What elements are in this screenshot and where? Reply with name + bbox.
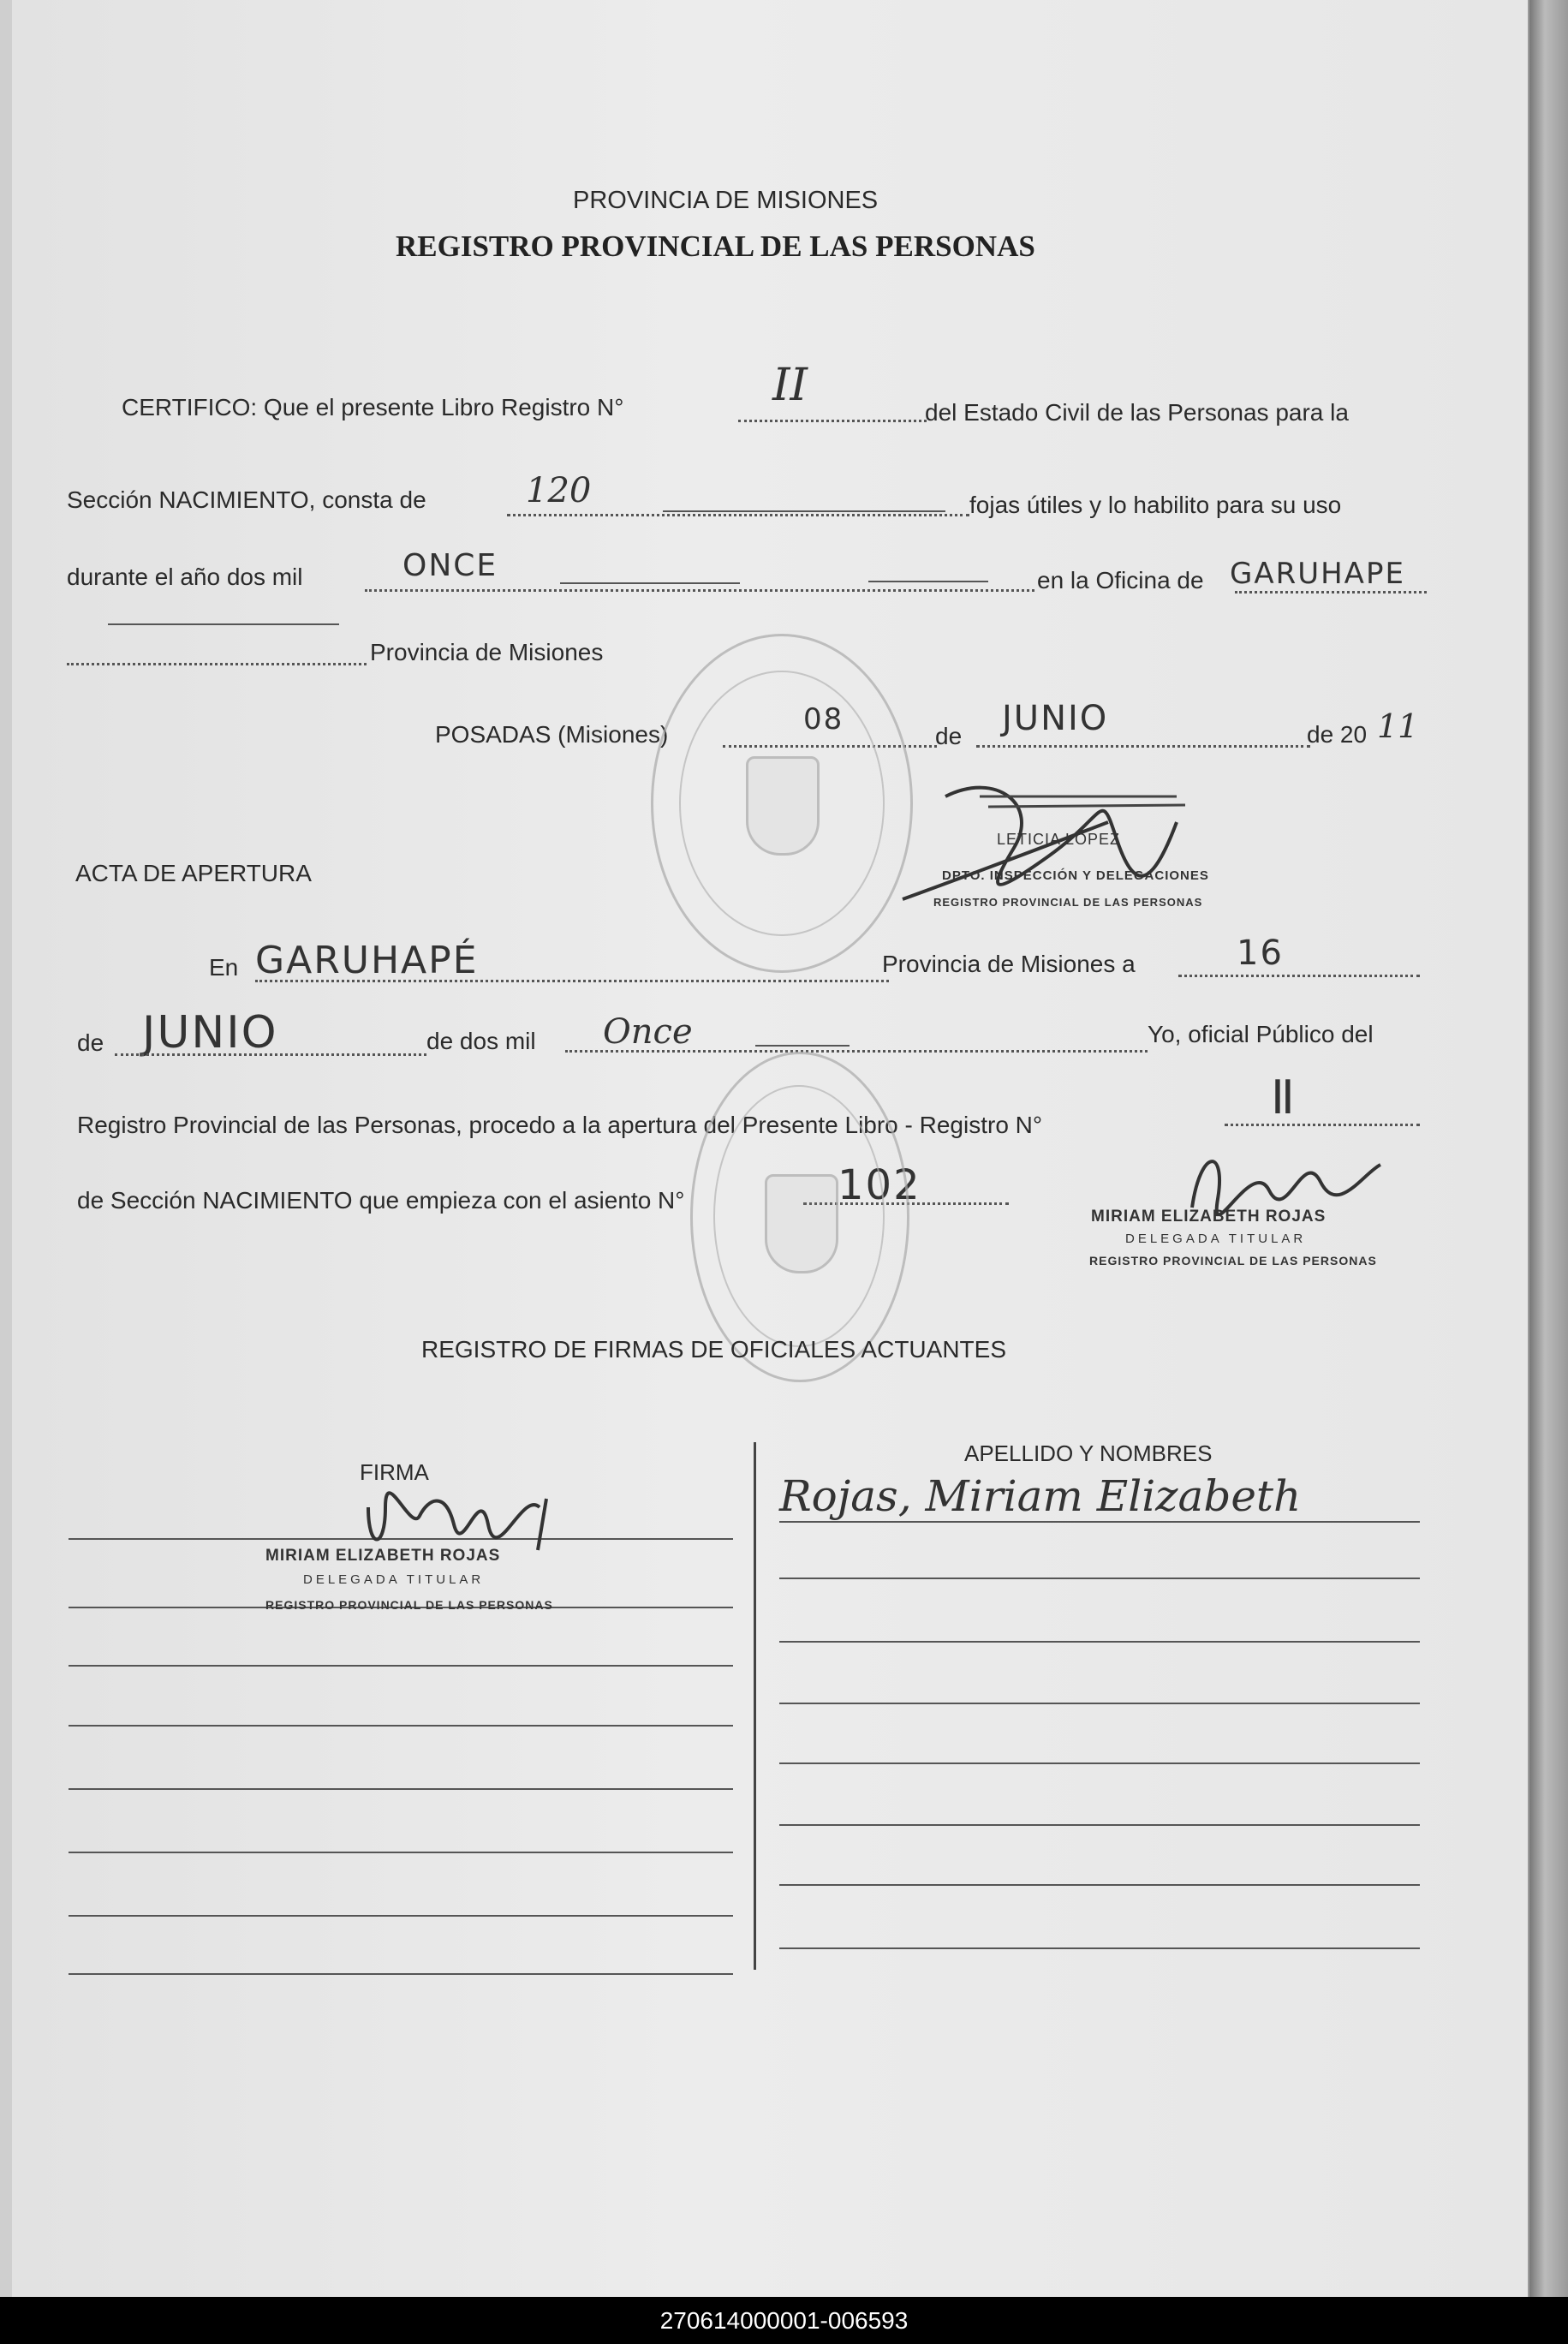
firmas-title: REGISTRO DE FIRMAS DE OFICIALES ACTUANTES bbox=[421, 1336, 1006, 1363]
table-rule-line bbox=[779, 1703, 1420, 1704]
acta-de-label: de bbox=[77, 1029, 104, 1056]
acta-line3: Registro Provincial de las Personas, procedo a la apertura del Presente Libro - Registro N° bbox=[77, 1112, 1043, 1138]
handwritten-year-suffix: 11 bbox=[1377, 707, 1419, 745]
table-rule-line bbox=[779, 1521, 1420, 1523]
cert-line2-prefix: Sección NACIMIENTO, consta de bbox=[67, 486, 426, 513]
acta-yo-label: Yo, oficial Público del bbox=[1148, 1021, 1374, 1047]
stamp2-line3: REGISTRO PROVINCIAL DE LAS PERSONAS bbox=[1089, 1254, 1377, 1267]
dotted-leader bbox=[1225, 1124, 1420, 1126]
table-rule-line bbox=[779, 1641, 1420, 1643]
book-binding-edge bbox=[1529, 0, 1568, 2297]
stamp2-line2: DELEGADA TITULAR bbox=[1125, 1232, 1307, 1246]
dotted-leader bbox=[738, 420, 927, 422]
signature-scribble bbox=[351, 1473, 574, 1559]
table-rule-line bbox=[69, 1973, 733, 1975]
firma-stamp-line2: DELEGADA TITULAR bbox=[303, 1572, 485, 1587]
official-seal bbox=[690, 1052, 909, 1382]
table-rule-line bbox=[779, 1947, 1420, 1949]
acta-title: ACTA DE APERTURA bbox=[75, 860, 312, 886]
table-rule-line bbox=[779, 1578, 1420, 1579]
hand-drawn-line bbox=[755, 1045, 850, 1047]
table-rule-line bbox=[69, 1725, 733, 1727]
firma-stamp-line1: MIRIAM ELIZABETH ROJAS bbox=[265, 1547, 501, 1565]
handwritten-first-name-entry: Rojas, Miriam Elizabeth bbox=[779, 1471, 1302, 1521]
handwritten-acta-day: 16 bbox=[1237, 933, 1284, 973]
acta-line4: de Sección NACIMIENTO que empieza con el asiento N° bbox=[77, 1187, 685, 1214]
acta-province-label: Provincia de Misiones a bbox=[882, 951, 1136, 977]
cert-line4-suffix: Provincia de Misiones bbox=[370, 639, 604, 665]
acta-en-label: En bbox=[209, 954, 239, 981]
table-rule-line bbox=[779, 1824, 1420, 1826]
year-prefix: de 20 bbox=[1307, 721, 1368, 748]
de-label: de bbox=[935, 723, 963, 749]
handwritten-month: JUNIO bbox=[1002, 699, 1109, 738]
handwritten-acta-book: II bbox=[1271, 1071, 1291, 1124]
hand-drawn-line bbox=[663, 510, 945, 512]
stamp1-line2: DPTO. INSPECCIÓN Y DELEGACIONES bbox=[942, 868, 1209, 883]
stamp1-line3: REGISTRO PROVINCIAL DE LAS PERSONAS bbox=[933, 896, 1203, 909]
cert-line3-prefix: durante el año dos mil bbox=[67, 564, 303, 590]
document-page bbox=[12, 0, 1528, 2297]
stamp2-line1: MIRIAM ELIZABETH ROJAS bbox=[1091, 1208, 1327, 1226]
dotted-leader bbox=[976, 745, 1310, 748]
hand-drawn-line bbox=[108, 623, 339, 625]
province-heading: PROVINCIA DE MISIONES bbox=[573, 187, 879, 214]
official-seal bbox=[651, 634, 913, 973]
firma-stamp-line3: REGISTRO PROVINCIAL DE LAS PERSONAS bbox=[265, 1598, 553, 1612]
acta-dos-mil-label: de dos mil bbox=[426, 1028, 536, 1054]
handwritten-book-number: II bbox=[772, 360, 808, 411]
cert-line2-suffix: fojas útiles y lo habilito para su uso bbox=[969, 492, 1342, 518]
handwritten-fojas: 120 bbox=[526, 471, 592, 510]
table-rule-line bbox=[779, 1762, 1420, 1764]
table-rule-line bbox=[779, 1884, 1420, 1886]
cert-line1-prefix: CERTIFICO: Que el presente Libro Registro N° bbox=[122, 394, 624, 420]
cert-line3-middle: en la Oficina de bbox=[1037, 567, 1204, 593]
dotted-leader bbox=[255, 980, 889, 982]
dotted-leader bbox=[365, 589, 1034, 592]
table-rule-line bbox=[69, 1665, 733, 1667]
dotted-leader bbox=[507, 514, 969, 516]
column-divider bbox=[754, 1442, 756, 1970]
cert-line1-suffix: del Estado Civil de las Personas para la bbox=[925, 399, 1349, 426]
handwritten-office: GARUHAPE bbox=[1230, 557, 1405, 591]
handwritten-acta-place: GARUHAPÉ bbox=[255, 939, 479, 982]
handwritten-acta-year: Once bbox=[603, 1012, 693, 1052]
table-rule-line bbox=[69, 1788, 733, 1790]
stamp1-line1: LETICIA LÓPEZ bbox=[997, 831, 1121, 848]
signature-scribble bbox=[1175, 1139, 1398, 1216]
handwritten-year-word: ONCE bbox=[402, 548, 498, 583]
handwritten-acta-month: JUNIO bbox=[142, 1007, 278, 1059]
dotted-leader bbox=[1178, 975, 1420, 977]
table-rule-line bbox=[69, 1915, 733, 1917]
place-label: POSADAS (Misiones) bbox=[435, 721, 669, 748]
hand-drawn-line bbox=[560, 582, 740, 584]
col-firma-label: FIRMA bbox=[360, 1459, 429, 1485]
registry-heading: REGISTRO PROVINCIAL DE LAS PERSONAS bbox=[396, 230, 1035, 263]
hand-drawn-line bbox=[868, 581, 988, 582]
handwritten-day: 08 bbox=[803, 702, 844, 737]
footer-bar bbox=[0, 2297, 1568, 2344]
table-rule-line bbox=[69, 1852, 733, 1853]
handwritten-asiento: 102 bbox=[838, 1161, 921, 1209]
footer-code: 270614000001-006593 bbox=[659, 2307, 909, 2334]
dotted-leader bbox=[115, 1053, 426, 1056]
dotted-leader bbox=[67, 663, 367, 665]
col-nombres-label: APELLIDO Y NOMBRES bbox=[964, 1440, 1213, 1466]
dotted-leader bbox=[1235, 591, 1427, 593]
